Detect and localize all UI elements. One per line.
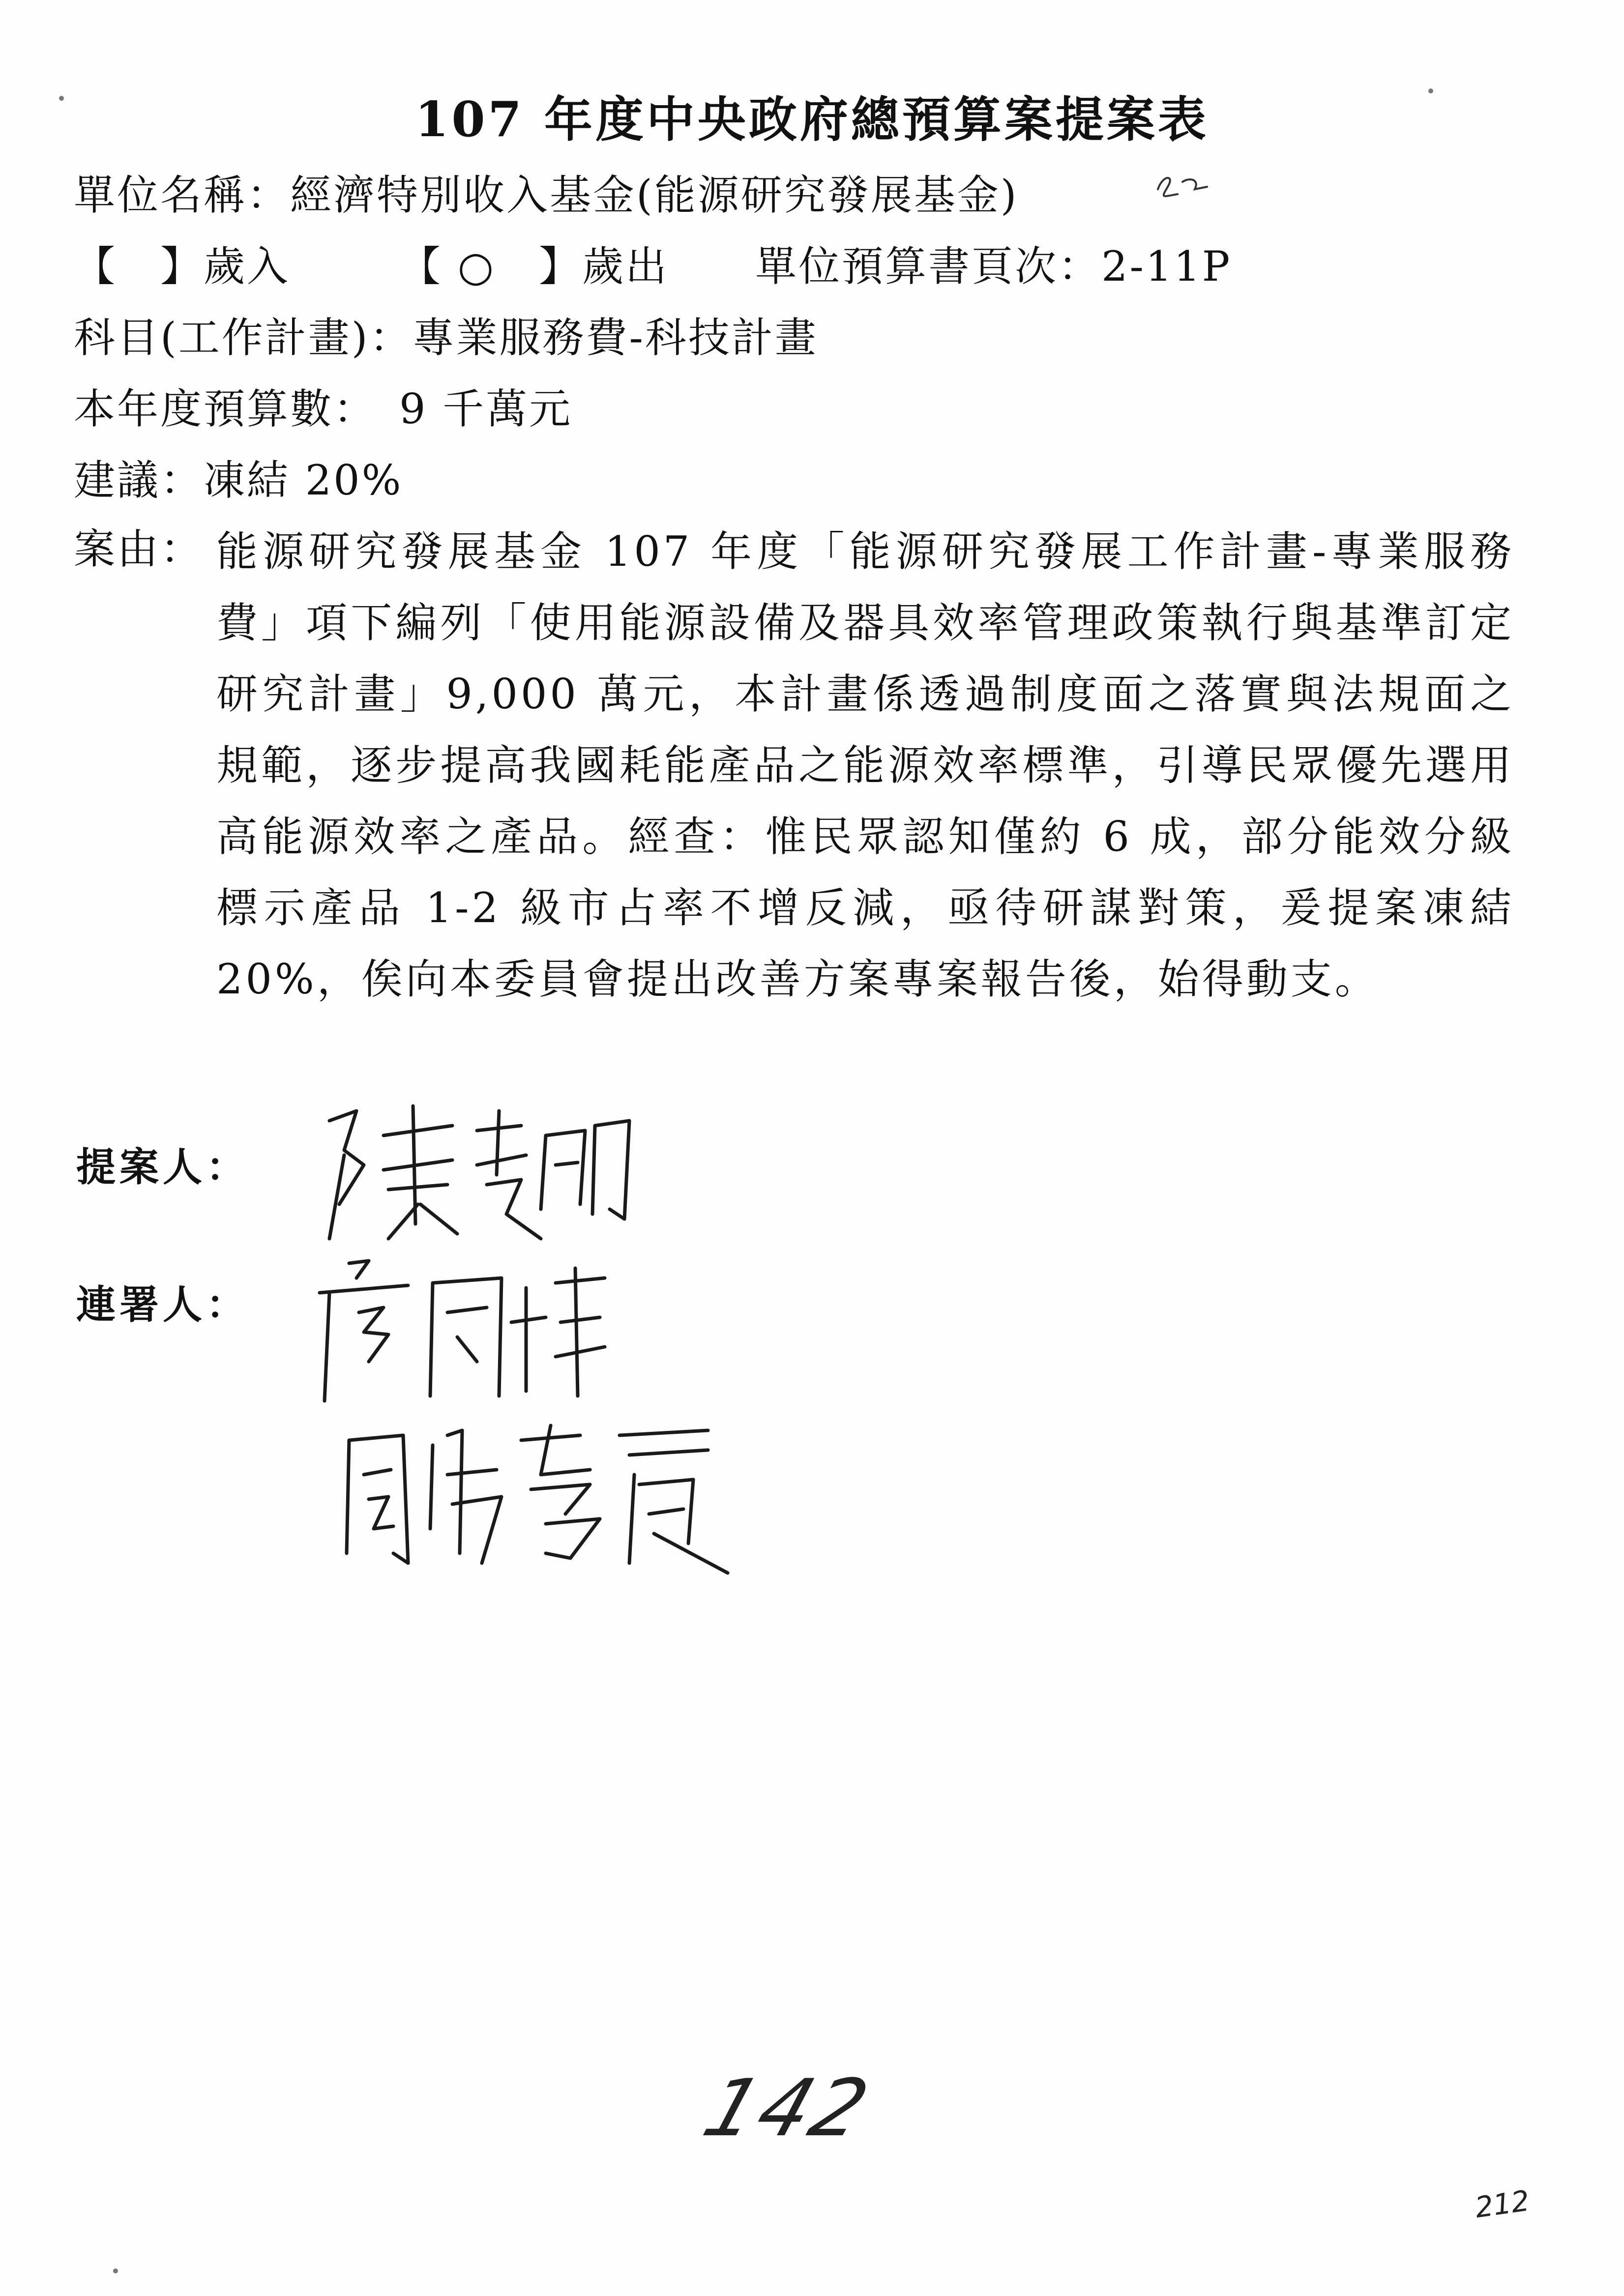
scan-speck bbox=[1428, 88, 1433, 93]
reason-text: 能源研究發展基金 107 年度「能源研究發展工作計畫-專業服務費」項下編列「使用能源設備及器具效率管理政策執行與基準訂定研究計畫」9,000 萬元，本計畫係透過制度面之落實與法規面之規範，逐步提高我國耗能產品之能源效率標準，引導民眾優先選用高能源效率之產品。經查：惟民眾認知僅約 6 成，部分能效分級標示產品 1-2 級市占率不增反減，亟待研謀對策，爰提案凍結 20%，俟向本委員會提出改善方案專案報告後，始得動支。 bbox=[216, 527, 1514, 1003]
proposer-signature bbox=[310, 1091, 644, 1253]
proposer-label: 提案人： bbox=[76, 1144, 249, 1190]
budget-type-line: 【 】歲入 【 ○ 】歲出 單位預算書頁次：2-11P bbox=[74, 242, 1232, 291]
handwritten-mark bbox=[1153, 167, 1212, 202]
suggestion-line: 建議：凍結 20% bbox=[74, 456, 403, 504]
reason-label: 案由： bbox=[74, 525, 204, 573]
cosigner-signature-1 bbox=[310, 1249, 615, 1411]
scan-speck bbox=[59, 96, 64, 101]
unit-name-line: 單位名稱：經濟特別收入基金(能源研究發展基金) bbox=[74, 171, 1019, 219]
scan-speck bbox=[113, 2268, 118, 2273]
cosigner-signature-2 bbox=[334, 1416, 738, 1578]
handwritten-corner-number: 212 bbox=[1473, 2183, 1532, 2225]
budget-amount-line: 本年度預算數： 9 千萬元 bbox=[74, 385, 573, 433]
form-title: 107 年度中央政府總預算案提案表 bbox=[415, 91, 1209, 148]
subject-line: 科目(工作計畫)：專業服務費-科技計畫 bbox=[74, 314, 818, 362]
handwritten-page-number: 142 bbox=[693, 2062, 882, 2154]
cosigner-label: 連署人： bbox=[76, 1281, 249, 1328]
